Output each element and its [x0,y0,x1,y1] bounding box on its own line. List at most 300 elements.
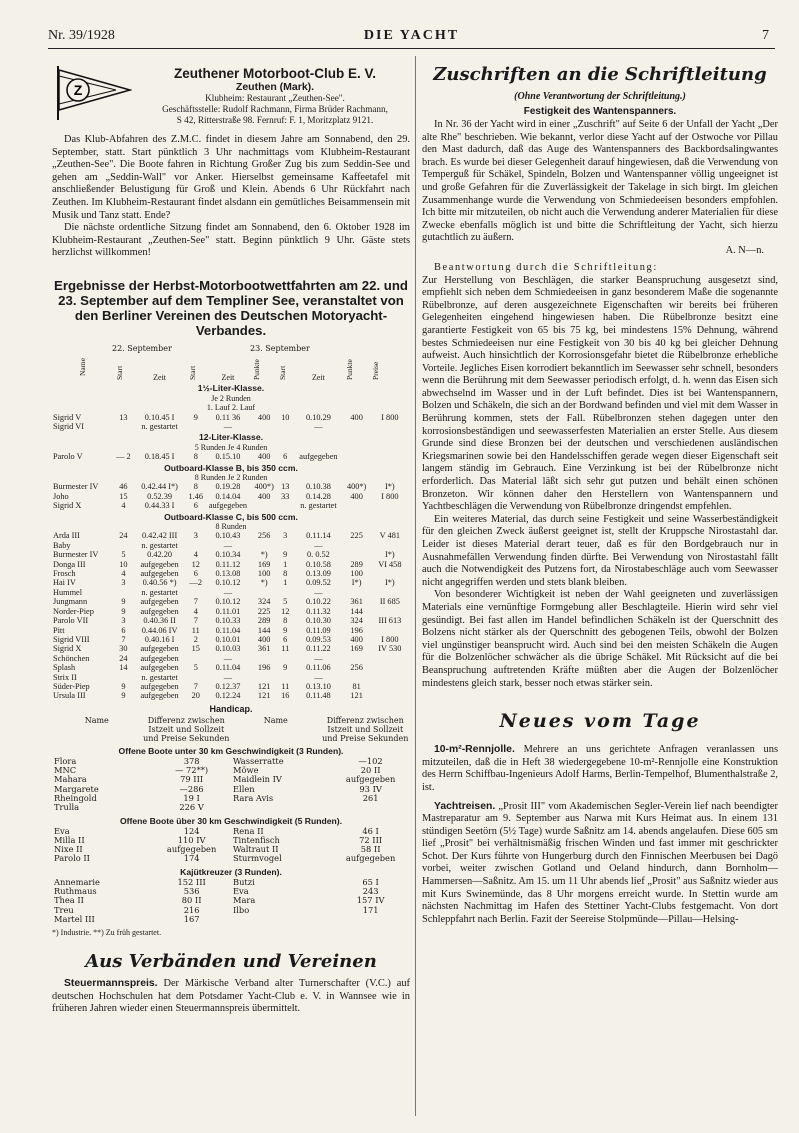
table-cell: 0.10.45 I [144,412,175,422]
table-cell: I*) [385,578,395,588]
results-dates [52,344,410,354]
table-cell: 10 [119,559,128,569]
boat-name: Sturmvogel [232,853,282,864]
table-row [52,569,410,578]
time-difference: aufgegeben [345,853,396,864]
table-cell: 400 [257,412,271,422]
date-first-day: 22. September [112,343,172,353]
time-difference: 20 II [360,765,381,776]
boat-name: Sigrid X [53,501,82,511]
table-cell: 0.40.16 I [144,634,175,644]
table-cell: 4 [193,606,198,616]
table-cell: 256 [257,531,271,541]
time-difference: 171 [362,904,379,915]
table-row [52,482,410,491]
answer-lead: Beantwortung durch die Schriftleitung: [434,261,658,273]
table-cell: 7 [193,597,198,607]
table-cell: 9 [121,597,126,607]
boat-name: Norder-Piep [53,606,94,616]
table-cell: 6 [193,569,198,579]
handicap-sections [52,746,410,924]
class-heading-row: 12-Liter-Klasse. [198,432,263,443]
boat-name: Sigrid X [53,644,82,654]
time-difference: 157 IV [356,895,385,906]
table-cell: VI 458 [378,559,402,569]
table-cell: IV 530 [378,644,402,654]
boat-name: Süder-Piep [53,681,90,691]
table-cell: I*) [351,578,362,588]
table-row [52,492,410,501]
table-row [52,616,410,625]
table-cell: 9 [283,663,288,673]
club-notice [52,60,410,134]
table-row [52,588,410,597]
table-cell: 0.09.53 [305,634,331,644]
time-difference: 46 I [362,825,379,836]
table-cell: 289 [257,616,271,626]
table-cell: II 685 [379,597,400,607]
handicap-table [52,757,410,813]
table-cell: aufgegeben [208,501,248,511]
table-cell: 400 [350,412,363,422]
class-subheading-row: 5 Runden Je 4 Runden [194,442,268,452]
table-row [52,635,410,644]
header-rule [48,48,775,49]
table-cell [251,422,277,431]
table-cell [114,422,132,431]
table-cell [114,588,132,597]
boat-name: Burmester IV [53,482,99,492]
table-cell: *) [260,550,268,560]
col-start: Start [278,365,288,380]
club-clubhouse: Klubheim: Restaurant „Zeuthen-See". [205,93,345,103]
table-cell: 9 [121,606,126,616]
table-cell [370,607,410,616]
boat-name: Eva [232,886,249,897]
table-cell: 100 [350,569,363,579]
table-cell [344,422,370,431]
table-cell [277,501,293,510]
table-cell: 1 [283,578,288,588]
table-cell: 400 [350,491,363,501]
table-cell: 15 [191,644,200,654]
boat-name: Jungmann [53,597,88,607]
verbaende-lead: Steuermannspreis. [64,978,158,990]
table-cell [277,673,293,682]
time-difference: 261 [362,792,379,803]
table-cell: 0.10.22 [305,597,331,607]
table-cell: 11 [281,681,290,691]
table-cell: 0.11.06 [306,663,331,673]
table-cell: 324 [350,616,363,626]
table-cell: I 800 [381,634,399,644]
neues-lead: 10-m²-Rennjolle. [434,744,515,756]
table-cell: 0.11.14 [306,531,331,541]
table-cell: — [314,653,323,663]
table-cell: 361 [257,644,271,654]
results-title: Ergebnisse der Herbst-Motorbootwettfahrten am 22. und 23. September auf dem Templiner See, veranstaltet von den Berliner Vereinen des Deutschen Motoryacht-Verbandes. [54,277,408,338]
handicap-col-diff: Differenz zwischen Istzeit und Sollzeit und Preise Sekunden [143,715,230,743]
table-cell: aufgegeben [140,606,179,616]
table-cell: — [223,540,233,550]
boat-name: Parolo VII [53,616,89,626]
table-cell: aufgegeben [140,681,179,691]
col-preise: Preise [370,361,380,380]
table-cell: 4 [193,550,198,560]
table-row [52,413,410,422]
table-cell [344,501,370,510]
table-cell: 196 [350,625,363,635]
table-cell: 6 [121,625,126,635]
class-subheading-row: 1. Lauf 2. Lauf [206,403,256,413]
table-cell: aufgegeben [140,559,179,569]
col-zeit: Zeit [311,372,325,382]
table-cell: aufgegeben [140,663,179,673]
handicap-section-title: Offene Boote unter 30 km Geschwindigkeit (3 Runden). [118,745,344,756]
table-cell: 8 [283,616,288,626]
time-difference: 536 [183,886,200,897]
class-subheading-row: 8 Runden Je 2 Runden [194,473,268,482]
table-cell: I 800 [381,412,399,422]
table-cell: 7 [193,681,198,691]
table-cell: — [223,653,233,663]
boat-name: Strix II [53,672,77,682]
table-cell: 12 [191,559,200,569]
table-row [52,836,410,845]
table-cell [344,588,370,597]
table-row [52,794,410,803]
table-cell: 30 [119,644,128,654]
table-row [52,906,410,915]
table-cell: 121 [257,691,271,701]
table-cell: — [314,587,323,597]
time-difference: 110 IV [177,834,206,845]
table-cell: 0.52.39 [147,491,173,501]
table-cell: 2 [193,634,198,644]
verbaende-paragraph [52,978,410,1016]
letter-signature: A. N—n. [725,244,764,256]
table-cell: 0.11.32 [306,606,331,616]
table-cell: aufgegeben [140,644,179,654]
time-difference [331,915,410,924]
table-cell: 1.46 [188,491,204,501]
boat-name: Splash [53,663,76,673]
results-body [52,382,410,700]
table-cell: — [223,672,233,682]
boat-name: Ruthmaus [54,886,97,897]
table-cell: 169 [350,644,363,654]
table-cell: 0.42.20 [147,550,173,560]
table-cell: I*) [385,482,395,492]
boat-name: Donga III [53,559,86,569]
table-cell [277,422,293,431]
time-difference: 152 III [177,876,206,887]
boat-name: Eva [54,825,70,836]
time-difference: aufgegeben [345,774,396,785]
boat-name [231,915,331,924]
class-heading-row: Outboard-Klasse B, bis 350 ccm. [164,462,298,473]
boat-name: Hai IV [53,578,76,588]
boat-name: Burmester IV [53,550,99,560]
results-table [52,354,410,701]
table-cell: 14 [119,663,128,673]
magazine-title: DIE YACHT [363,28,460,43]
class-subheading-row: Je 2 Runden [211,393,251,403]
table-row [52,691,410,700]
table-cell: 0.42.44 I*) [141,482,178,492]
table-cell: 20 [191,691,200,701]
neues-paragraph [422,744,778,794]
section-heading-verbaende: Aus Verbänden und Vereinen [85,951,377,973]
table-cell: *) [260,578,268,588]
table-row [52,673,410,682]
boat-name: Möwe [232,765,259,776]
table-cell: 0.19.28 [215,482,241,492]
boat-name: Wasserratte [232,755,284,766]
table-cell [187,541,205,550]
table-cell [370,682,410,691]
table-cell: 5 [121,550,126,560]
table-cell: 169 [257,559,271,569]
table-row [52,663,410,672]
time-difference: 167 [183,913,200,924]
table-row [52,597,410,606]
table-cell: 6 [283,452,288,462]
table-cell: 0.10.29 [305,412,331,422]
table-cell: 6 [193,501,198,511]
table-cell [344,673,370,682]
table-cell [370,501,410,510]
table-cell: 0.14.28 [305,491,331,501]
time-difference: — 72**) [175,765,209,776]
boat-name: Sigrid VIII [53,634,90,644]
right-column [422,56,778,1121]
neues-lead: Yachtreisen. [434,800,496,812]
table-cell: 1 [283,559,288,569]
table-cell: 0.12.37 [215,681,241,691]
table-cell: 5 [193,663,198,673]
table-cell: 13 [119,412,128,422]
club-location: Zeuthen (Mark). [235,81,315,93]
col-punkte: Punkte [252,359,262,380]
table-cell [251,541,277,550]
time-difference: 65 I [362,876,379,887]
time-difference: 72 III [359,834,383,845]
table-cell: 12 [281,606,290,616]
table-cell [114,673,132,682]
table-cell: 4 [121,569,126,579]
boat-name: Trulla [54,802,80,813]
table-cell [370,452,410,461]
table-cell: 400*) [254,482,274,492]
table-row [52,422,410,431]
table-cell: 289 [350,559,363,569]
class-heading-row: 1½-Liter-Klasse. [197,383,265,394]
club-info [140,66,410,126]
table-cell: 3 [121,616,126,626]
handicap-col-name: Name [84,715,109,725]
boat-name: Pitt [53,625,65,635]
table-cell: 15 [119,491,128,501]
table-row [52,501,410,510]
table-cell: 0.10.33 [215,616,241,626]
table-cell: 0.11.04 [215,663,241,673]
table-cell: 144 [350,606,363,616]
handicap-col-name: Name [263,715,288,725]
table-cell: — [223,421,233,431]
table-cell: 9 [193,412,198,422]
table-cell [251,654,277,663]
zuschriften-topic: Festigkeit des Wantenspanners. [523,106,677,117]
boat-name: Sigrid V [53,412,82,422]
table-cell: 0.11.12 [215,559,241,569]
table-cell: 0.10.03 [215,644,241,654]
table-cell [370,654,410,663]
table-cell [370,626,410,635]
time-difference: 216 [183,904,200,915]
table-cell: 100 [257,569,271,579]
table-row [52,654,410,663]
neues-text: Mehrere an uns gerichtete Anfragen veranlassen uns mitzuteilen, daß die in Heft 38 wiedergegebene 10-m²-Rennjolle eine Konstruktion des Herrn Schiffbau-Ingenieurs Adolf Harms, Berlin-Tempelhof, Blumenthalstraße 2, ist. [422,744,778,793]
section-heading-zuschriften: Zuschriften an die Schriftleitung [433,64,767,85]
boat-name: Thea II [54,895,84,906]
table-cell [277,588,293,597]
table-cell: 3 [121,578,126,588]
table-cell: 9 [121,681,126,691]
table-cell: 9 [283,550,288,560]
table-cell [251,673,277,682]
table-cell: — 2 [116,452,131,462]
table-cell: 0. 0.52 [307,550,330,560]
table-cell: 24 [119,653,128,663]
col-start: Start [115,365,125,380]
table-cell: 8 [193,452,198,462]
boat-name: Sigrid VI [53,421,84,431]
club-paragraph: Die nächste ordentliche Sitzung findet am Sonnabend, den 6. Oktober 1928 im Klubheim-Restaurant „Zeuthen-See" statt. Beginn pünktlich 9 Uhr. Gäste stets herzlichst willkommen! [52,222,410,259]
table-cell: n. gestartet [141,421,178,431]
time-difference: 243 [362,886,379,897]
table-cell: 0.10.12 [215,578,241,588]
pennant-letter: Z [73,82,83,98]
table-cell [344,550,370,559]
col-start: Start [187,365,197,380]
issue-number: Nr. 39/1928 [48,28,115,43]
club-pennant-icon [54,64,132,120]
handicap-title: Handicap. [209,703,253,714]
boat-name: Flora [54,755,77,766]
table-cell: 7 [121,634,126,644]
table-row [52,560,410,569]
table-cell: 0.18.45 I [144,452,175,462]
boat-name: Mara [232,895,256,906]
table-row [52,531,410,540]
table-cell [370,588,410,597]
table-row [52,682,410,691]
table-cell [344,654,370,663]
table-cell: 225 [257,606,271,616]
boat-name: Martel III [54,913,95,924]
table-row [52,827,410,836]
table-cell: aufgegeben [299,452,338,462]
table-cell: 0.11.01 [215,606,241,616]
boat-name: Parolo II [54,853,90,864]
boat-name: Treu [54,904,74,915]
class-heading-row: Outboard-Klasse C, bis 500 ccm. [164,511,298,522]
results-header-row [52,354,410,382]
boat-name: Rena II [232,825,264,836]
section-heading-neues: Neues vom Tage [499,710,701,733]
table-row [52,757,410,766]
neues-text: „Prosit III" vom Akademischen Segler-Verein lief nach beendigter Mastreparatur am 9. September aus Narwa mit Kurs Heimat aus. In einem 131 stündigen Seetörn (5½ Tage) wurde Saßnitz am 14. abends angelaufen. Diese 605 sm lief „Prosit" bei verhältnismäßig frischen Winden und fast immer mit geschrickter Schot. Der Kurs führte von Hungerburg durch den Finnischen Meerbusen bei Dagö vorbei, weiter zwischen Gotland und Oeland hindurch, dann Bornholm—Hammersen—Saßnitz. Am 15. um 11 Uhr abends lief „Prosit" aus Saßnitz wieder aus mit Kurs Swinemünde, das 8 Uhr morgens erreicht wurde. In Stettin wurde am nächsten Nachmittag im Hafen des Stettiner Yacht-Clubs festgemacht. Von dort Schleppfahrt nach Berlin. Fazit der Seereise Stolpmünde—Pillau—Helsing- [422,800,778,925]
table-row [52,607,410,616]
time-difference: 79 III [180,774,204,785]
time-difference: 58 II [360,844,381,855]
table-footnote: *) Industrie. **) Zu früh gestartet. [52,928,162,938]
table-cell [370,569,410,578]
table-cell: —2 [189,578,202,588]
boat-name: Nixe II [54,844,83,855]
table-row [52,878,410,887]
table-cell: aufgegeben [140,653,179,663]
table-cell: 0.11.22 [306,644,331,654]
col-zeit: Zeit [153,372,167,382]
date-second-day: 23. September [250,343,310,353]
table-cell: 0.11 36 [215,412,241,422]
table-cell: 121 [350,691,363,701]
table-cell: 11 [191,625,200,635]
table-cell: 400 [350,634,363,644]
table-cell: 144 [257,625,271,635]
table-cell: 361 [350,597,363,607]
table-cell: 0.13.09 [305,569,331,579]
handicap-table [52,827,410,864]
table-cell: 0.10.30 [305,616,331,626]
verbaende-text: Der Märkische Verband alter Turnerschafter (V.C.) auf deutschen Hochschulen hat dem Potsdamer Yacht-Club e. V. in Wannsee wie in früheren Jahren wieder einen Steuermannspreis übermittelt. [52,978,410,1015]
table-cell: 400 [257,452,271,462]
handicap-col-diff: Differenz zwischen Istzeit und Sollzeit und Preise Sekunden [322,715,409,743]
table-row [52,578,410,587]
time-difference: 124 [183,825,200,836]
table-cell [251,588,277,597]
table-cell: 24 [119,531,128,541]
boat-name: Rara Avis [232,792,274,803]
table-cell: — [314,672,323,682]
boat-name: Ursula III [53,691,86,701]
table-row [52,896,410,905]
col-name: Name [78,357,88,376]
time-difference: 93 IV [359,783,382,794]
boat-name: Hummel [53,587,83,597]
table-cell: 0.40.56 *) [142,578,177,588]
table-cell [370,663,410,672]
table-cell: 0.09.52 [305,578,331,588]
left-column [52,56,410,1121]
table-cell: 9 [121,691,126,701]
table-cell: 0.42.42 III [141,531,178,541]
table-cell [187,588,205,597]
table-cell [251,501,277,510]
time-difference: aufgegeben [166,844,217,855]
table-cell: 0.14.04 [215,491,241,501]
table-cell: 33 [281,491,290,501]
answer-paragraph: Von besonderer Wichtigkeit ist neben der Wahl geeigneten und zuverlässigen Materials eine vernünftige Formgebung aller Beschlagteile. Hierin wird sehr viel gesündigt. Bei fast allen im Handel befindlichen Schäkeln ist der Querschnitt des Bolzens nicht stärker als der Querschnitt des gebogenen Teils, obwohl der Bolzen viel ungünstiger beansprucht wird. Auch sind bei den meisten Schäkeln die Augen für die Bolzenlöcher schwächer als die übrige Schäkel. Mit Rücksicht auf die bei Beanspruchung auftretenden Kräfte müßten aber die Augen der Bolzenlöcher mindestens gleich stark, besser noch etwas stärker sein. [422,589,778,689]
table-cell: 10 [281,412,290,422]
handicap-header [52,716,410,743]
time-difference [331,803,410,812]
zuschriften-subhead: (Ohne Verantwortung der Schriftleitung.) [514,91,686,102]
boat-name: Rheingold [54,792,97,803]
club-office: Geschäftsstelle: Rudolf Rachmann, Firma Brüder Rachmann, [162,104,388,114]
